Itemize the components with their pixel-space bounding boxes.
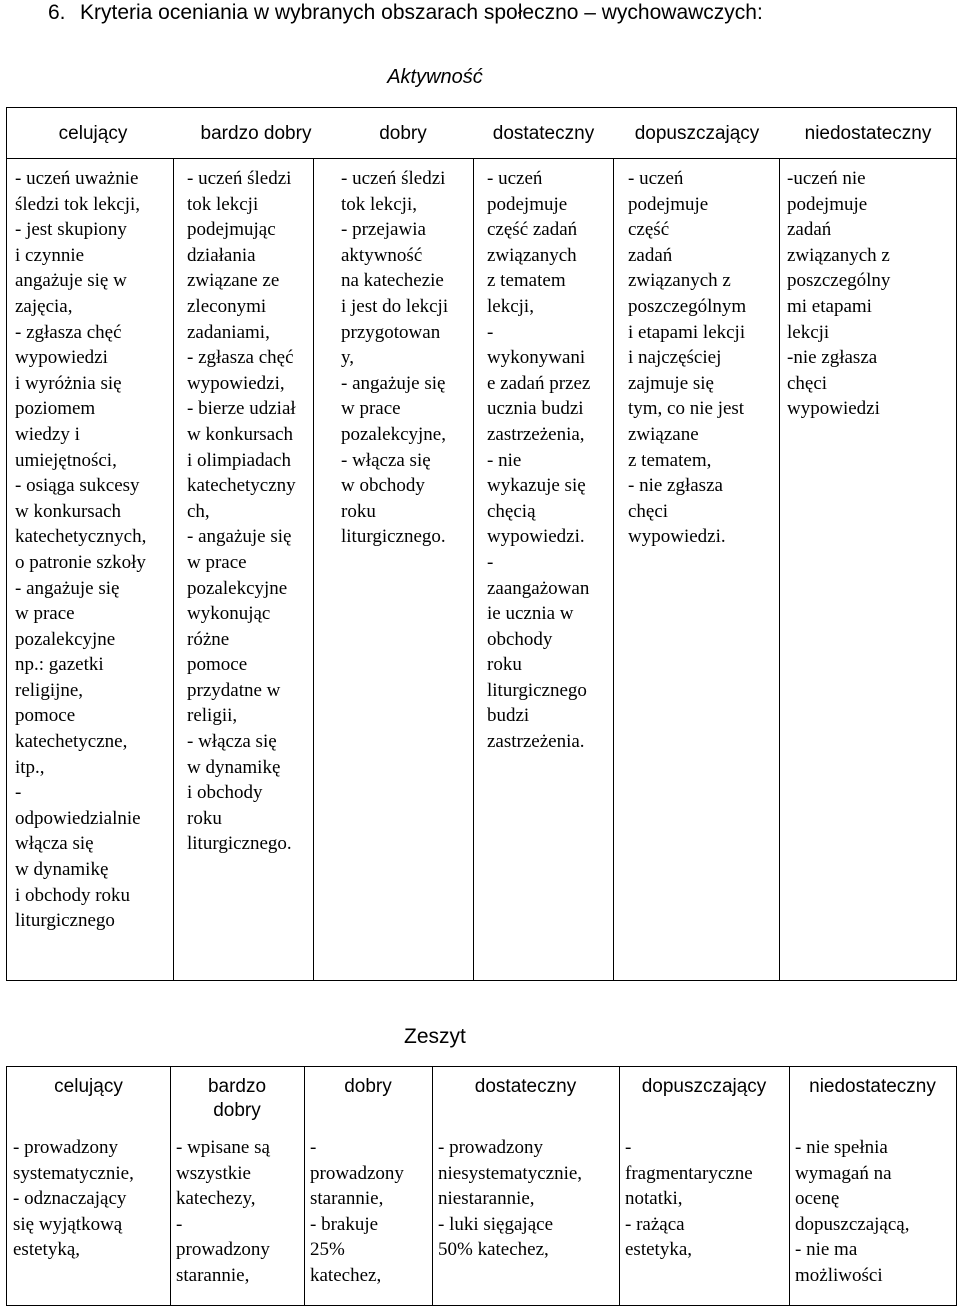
aktywnosc-cell-celujacy: - uczeń uważnie śledzi tok lekcji, - jest skupiony i czynnie angażuje się w zajęcia, - zgłasza chęć wypowiedzi i wyróżnia się poziomem wiedzy i umiejętności, - osiąga sukcesy w konkursach katechetycznych, o patronie szkoły - angażuje się w prace pozalekcyjne np.: gazetki religijne, pomoce katechetyczne, itp., - odpowiedzialnie włącza się w dynamikę i obchody roku liturgicznego [15,168,147,932]
aktywnosc-header-dopuszczajacy: dopuszczający [634,122,760,144]
aktywnosc-divider [313,159,314,980]
aktywnosc-header-dostateczny: dostateczny [492,122,595,144]
zeszyt-cell-bardzo-dobry: - wpisane są wszystkie katechezy, - prowadzony starannie, [176,1137,270,1286]
zeszyt-cell-celujacy: - prowadzony systematycznie, - odznaczający się wyjątkową estetyką, [13,1137,134,1261]
zeszyt-header-bardzo-dobry: bardzo dobry [207,1076,267,1121]
aktywnosc-cell-niedostateczny: -uczeń nie podejmuje zadań związanych z poszczególny mi etapami lekcji -nie zgłasza chęci wypowiedzi [787,168,891,420]
aktywnosc-header-bardzo-dobry: bardzo dobry [200,122,312,144]
aktywnosc-header-niedostateczny: niedostateczny [804,122,932,144]
aktywnosc-cell-dopuszczajacy: - uczeń podejmuje część zadań związanych z poszczególnym i etapami lekcji i najczęściej zajmuje się tym, co nie jest związane z tematem, - nie zgłasza chęci wypowiedzi. [628,168,747,548]
zeszyt-cell-dobry: - prowadzony starannie, - brakuje 25% katechez, [310,1137,404,1286]
aktywnosc-header-row [7,108,956,159]
zeszyt-table [6,1066,957,1306]
zeszyt-header-celujacy: celujący [54,1076,123,1097]
zeszyt-header-dobry: dobry [344,1076,392,1097]
aktywnosc-cell-bardzo-dobry: - uczeń śledzi tok lekcji podejmując działania związane ze zleconymi zadaniami, - zgłasza chęć wypowiedzi, - bierze udział w konkursach i olimpiadach katechetyczny ch, - angażuje się w prace pozalekcyjne wykonując różne pomoce przydatne w religii, - włącza się w dynamikę i obchody roku liturgicznego. [187,168,296,855]
aktywnosc-title: Aktywność [387,66,483,88]
aktywnosc-header-dobry: dobry [379,122,427,144]
aktywnosc-divider [473,159,474,980]
zeszyt-header-dopuszczajacy: dopuszczający [641,1076,767,1097]
aktywnosc-cell-dostateczny: - uczeń podejmuje część zadań związanych z tematem lekcji, - wykonywani e zadań przez ucznia budzi zastrzeżenia, - nie wykazuje się chęcią wypowiedzi. - zaangażowan ie ucznia w obchody roku liturgicznego budzi zastrzeżenia. [487,168,591,753]
aktywnosc-divider [173,159,174,980]
zeszyt-cell-niedostateczny: - nie spełnia wymagań na ocenę dopuszczającą, - nie ma możliwości [795,1137,910,1286]
aktywnosc-table [6,107,957,981]
section-heading-text: Kryteria oceniania w wybranych obszarach społeczno – wychowawczych: [80,1,763,24]
zeszyt-header-niedostateczny: niedostateczny [809,1076,936,1097]
zeszyt-title: Zeszyt [404,1025,466,1048]
zeszyt-header-dostateczny: dostateczny [474,1076,577,1097]
aktywnosc-header-celujacy: celujący [58,122,128,144]
section-number: 6. [48,1,66,24]
aktywnosc-divider [613,159,614,980]
section-heading [48,0,763,26]
aktywnosc-cell-dobry: - uczeń śledzi tok lekcji, - przejawia aktywność na katechezie i jest do lekcji przygotowan y, - angażuje się w prace pozalekcyjne, - włącza się w obchody roku liturgicznego. [341,168,449,548]
zeszyt-cell-dostateczny: - prowadzony niesystematycznie, niestarannie, - luki sięgające 50% katechez, [438,1137,583,1261]
zeszyt-cell-dopuszczajacy: - fragmentaryczne notatki, - rażąca estetyka, [625,1137,753,1261]
